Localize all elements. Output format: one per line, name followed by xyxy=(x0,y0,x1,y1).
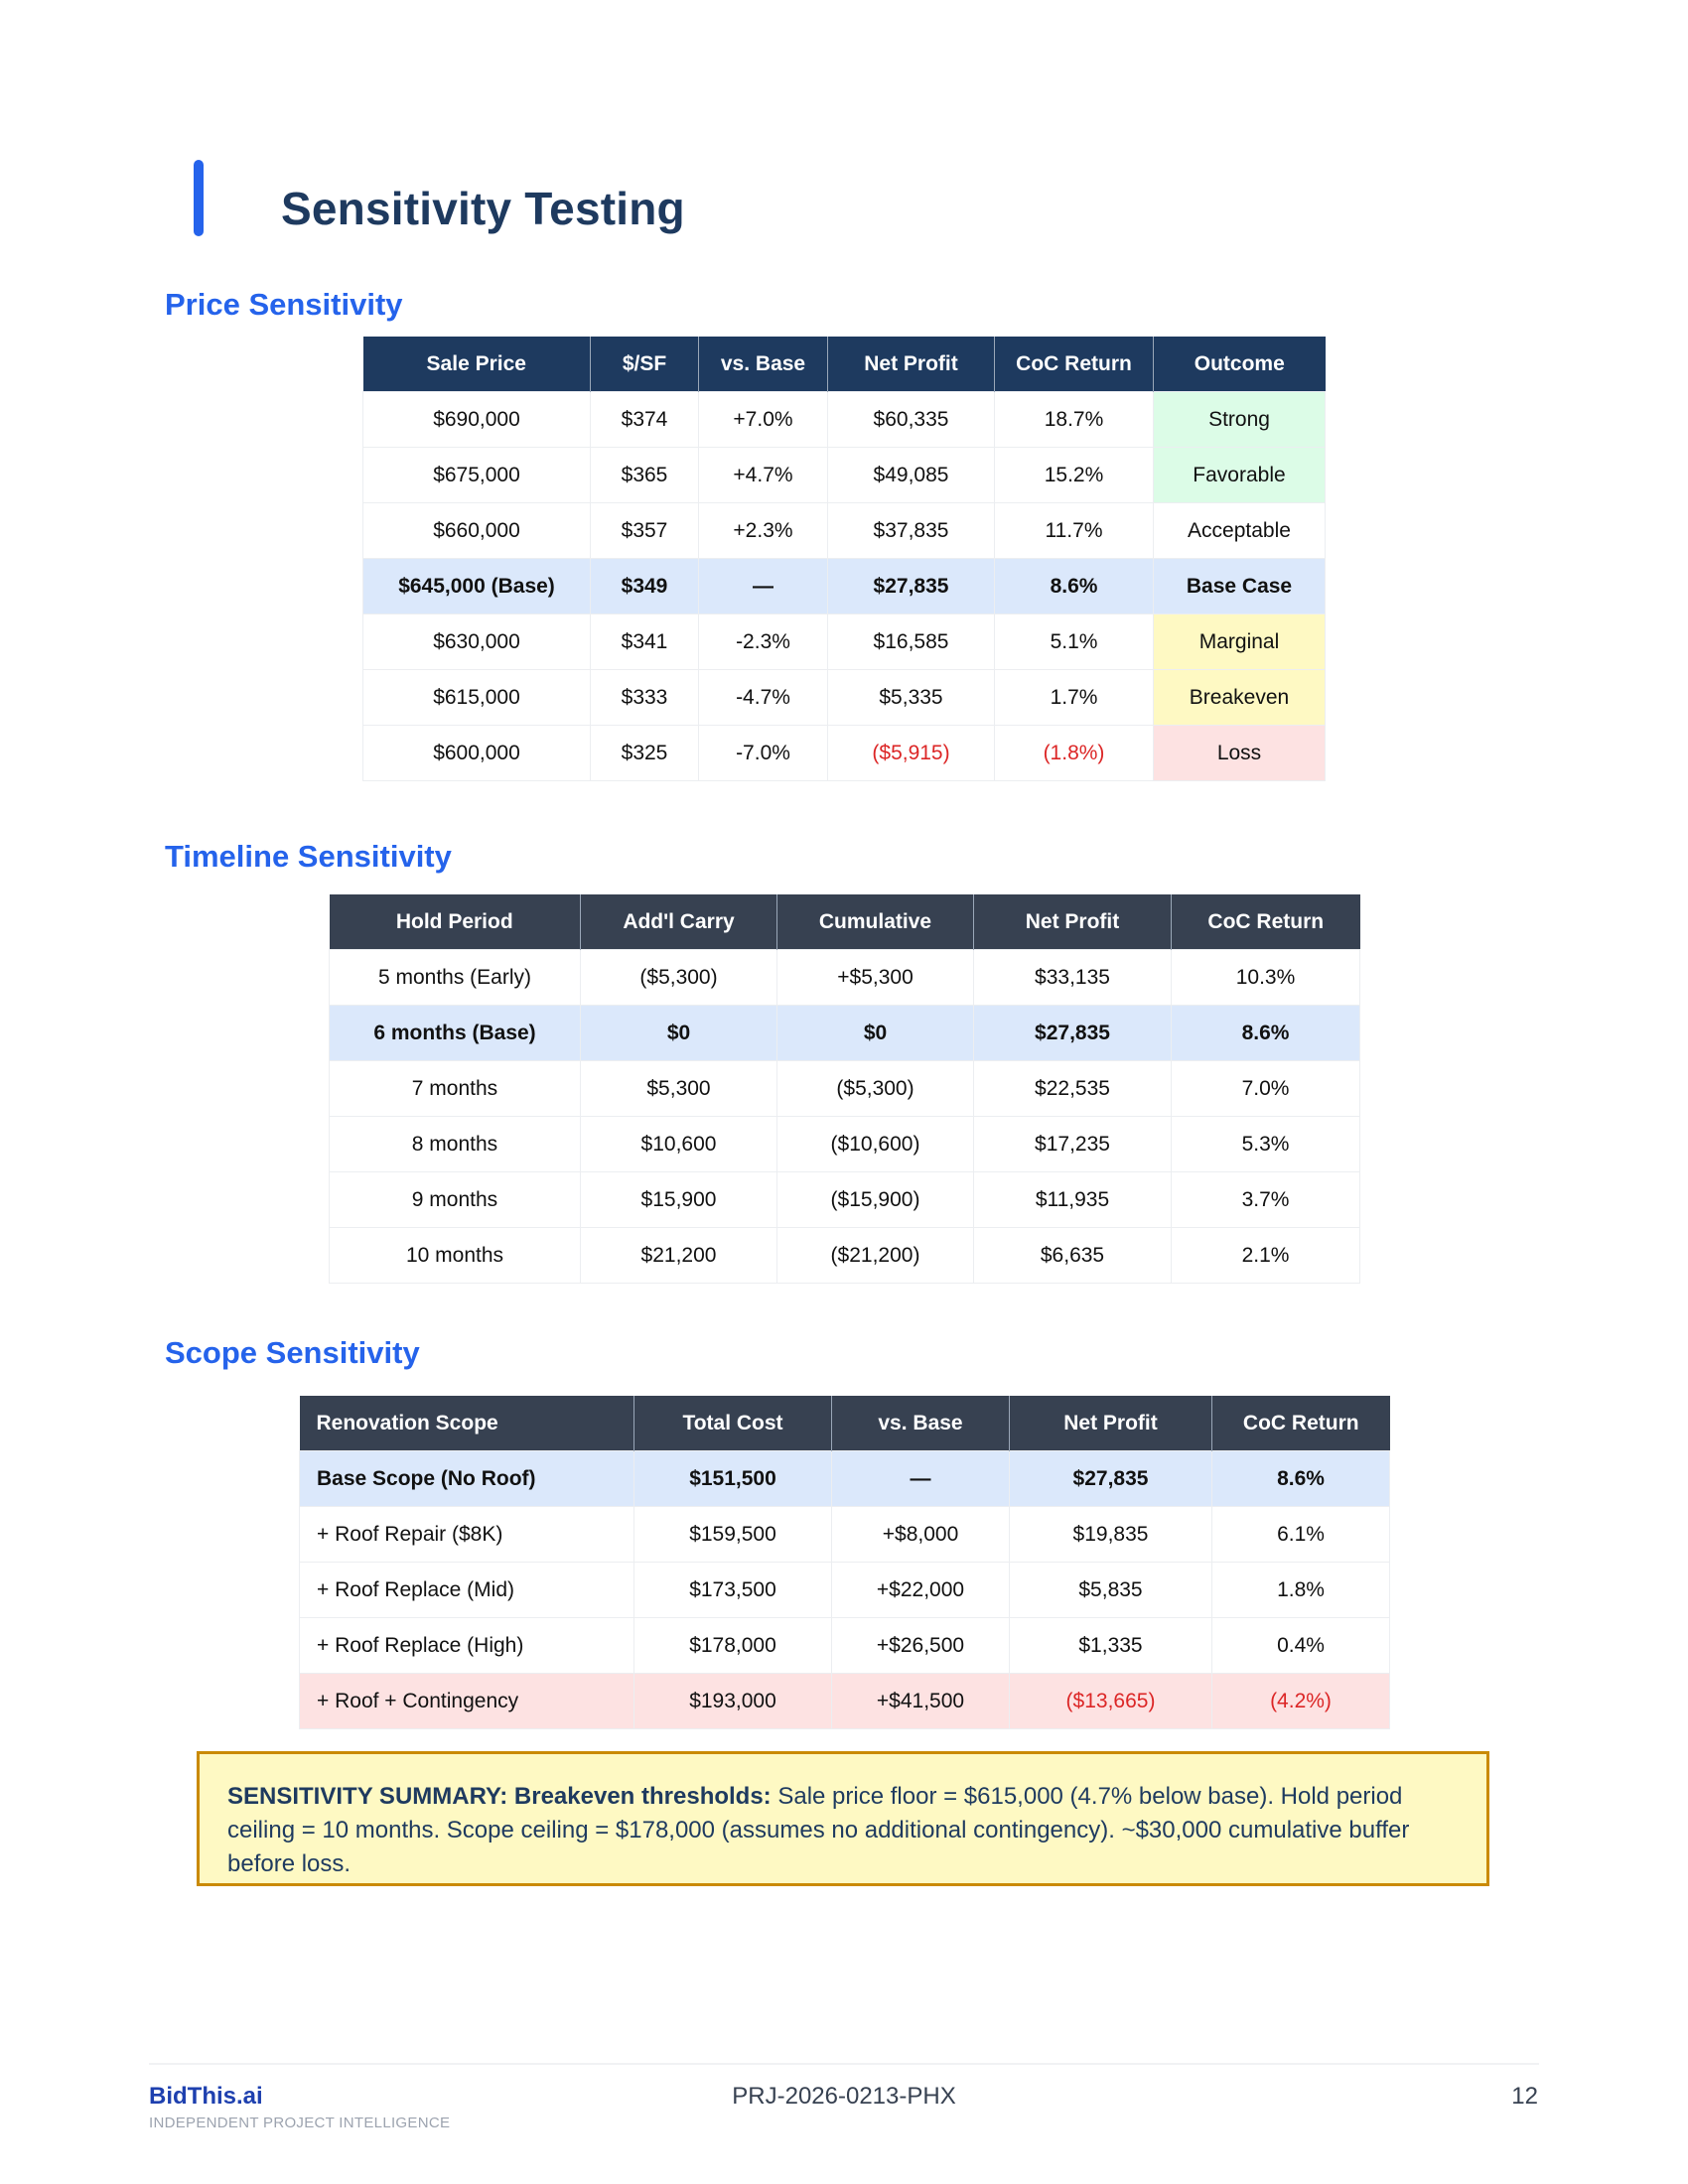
table-row xyxy=(363,670,1326,726)
hold-period-cell: 10 months xyxy=(330,1228,581,1284)
column-header: Total Cost xyxy=(634,1396,832,1451)
column-header: vs. Base xyxy=(832,1396,1010,1451)
footer-tagline: INDEPENDENT PROJECT INTELLIGENCE xyxy=(149,2115,451,2131)
cumulative-cell: $0 xyxy=(777,1006,974,1061)
additional-carry-cell: $10,600 xyxy=(581,1117,777,1172)
additional-carry-cell: $21,200 xyxy=(581,1228,777,1284)
table-row xyxy=(363,448,1326,503)
net-profit-cell: $27,835 xyxy=(1010,1451,1212,1507)
outcome-badge: Favorable xyxy=(1154,448,1326,503)
coc-return-cell: 5.3% xyxy=(1172,1117,1360,1172)
vs-base-cell: +$8,000 xyxy=(832,1507,1010,1563)
additional-carry-cell: $5,300 xyxy=(581,1061,777,1117)
column-header: Net Profit xyxy=(974,894,1172,950)
vs-base-cell: -2.3% xyxy=(699,614,828,670)
table-header-row xyxy=(363,337,1326,392)
vs-base-cell: — xyxy=(832,1451,1010,1507)
total-cost-cell: $193,000 xyxy=(634,1674,832,1729)
table-row xyxy=(300,1507,1390,1563)
loss-row xyxy=(300,1674,1390,1729)
coc-return-cell: 0.4% xyxy=(1212,1618,1390,1674)
coc-return-cell: 8.6% xyxy=(1212,1451,1390,1507)
renovation-scope-cell: + Roof Replace (High) xyxy=(300,1618,634,1674)
summary-label: SENSITIVITY SUMMARY: Breakeven thresholds: xyxy=(227,1783,772,1810)
table-header-row xyxy=(300,1396,1390,1451)
hold-period-cell: 6 months (Base) xyxy=(330,1006,581,1061)
vs-base-cell: +$41,500 xyxy=(832,1674,1010,1729)
net-profit-cell: $17,235 xyxy=(974,1117,1172,1172)
coc-return-cell: (4.2%) xyxy=(1212,1674,1390,1729)
table-row xyxy=(330,950,1360,1006)
column-header: $/SF xyxy=(591,337,699,392)
vs-base-cell: +$26,500 xyxy=(832,1618,1010,1674)
table-row xyxy=(330,1228,1360,1284)
additional-carry-cell: $0 xyxy=(581,1006,777,1061)
coc-return-cell: 11.7% xyxy=(995,503,1154,559)
base-case-row xyxy=(330,1006,1360,1061)
coc-return-cell: 5.1% xyxy=(995,614,1154,670)
sale-price-cell: $615,000 xyxy=(363,670,591,726)
net-profit-cell: ($5,915) xyxy=(828,726,995,781)
total-cost-cell: $178,000 xyxy=(634,1618,832,1674)
coc-return-cell: 7.0% xyxy=(1172,1061,1360,1117)
price-sensitivity-title: Price Sensitivity xyxy=(165,287,403,322)
page-title: Sensitivity Testing xyxy=(281,183,685,234)
sale-price-cell: $630,000 xyxy=(363,614,591,670)
price-per-sf-cell: $349 xyxy=(591,559,699,614)
outcome-badge: Marginal xyxy=(1154,614,1326,670)
coc-return-cell: 6.1% xyxy=(1212,1507,1390,1563)
column-header: Cumulative xyxy=(777,894,974,950)
outcome-badge: Strong xyxy=(1154,392,1326,448)
section-accent-bar xyxy=(194,160,204,236)
column-header: CoC Return xyxy=(1212,1396,1390,1451)
hold-period-cell: 8 months xyxy=(330,1117,581,1172)
net-profit-cell: $5,335 xyxy=(828,670,995,726)
renovation-scope-cell: Base Scope (No Roof) xyxy=(300,1451,634,1507)
price-per-sf-cell: $333 xyxy=(591,670,699,726)
sale-price-cell: $675,000 xyxy=(363,448,591,503)
sale-price-cell: $600,000 xyxy=(363,726,591,781)
net-profit-cell: $11,935 xyxy=(974,1172,1172,1228)
net-profit-cell: $27,835 xyxy=(828,559,995,614)
sensitivity-summary-callout xyxy=(197,1751,1489,1886)
net-profit-cell: $22,535 xyxy=(974,1061,1172,1117)
timeline-sensitivity-title: Timeline Sensitivity xyxy=(165,839,452,874)
hold-period-cell: 9 months xyxy=(330,1172,581,1228)
coc-return-cell: 2.1% xyxy=(1172,1228,1360,1284)
scope-sensitivity-table xyxy=(299,1396,1390,1729)
renovation-scope-cell: + Roof Replace (Mid) xyxy=(300,1563,634,1618)
net-profit-cell: $6,635 xyxy=(974,1228,1172,1284)
sale-price-cell: $660,000 xyxy=(363,503,591,559)
net-profit-cell: $5,835 xyxy=(1010,1563,1212,1618)
table-row xyxy=(363,392,1326,448)
table-row xyxy=(363,503,1326,559)
column-header: Net Profit xyxy=(1010,1396,1212,1451)
table-row xyxy=(363,726,1326,781)
price-per-sf-cell: $365 xyxy=(591,448,699,503)
coc-return-cell: 3.7% xyxy=(1172,1172,1360,1228)
column-header: CoC Return xyxy=(1172,894,1360,950)
page-number: 12 xyxy=(1511,2083,1538,2110)
renovation-scope-cell: + Roof Repair ($8K) xyxy=(300,1507,634,1563)
net-profit-cell: $1,335 xyxy=(1010,1618,1212,1674)
net-profit-cell: $27,835 xyxy=(974,1006,1172,1061)
additional-carry-cell: ($5,300) xyxy=(581,950,777,1006)
column-header: CoC Return xyxy=(995,337,1154,392)
net-profit-cell: ($13,665) xyxy=(1010,1674,1212,1729)
table-header-row xyxy=(330,894,1360,950)
cumulative-cell: ($21,200) xyxy=(777,1228,974,1284)
summary-text: Sale price floor = $615,000 (4.7% below base). Hold period ceiling = 10 months. Scope ceiling = $178,000 (assumes no additional contingency). ~$30,000 cumulative buffer before loss. xyxy=(227,1783,1410,1877)
cumulative-cell: +$5,300 xyxy=(777,950,974,1006)
additional-carry-cell: $15,900 xyxy=(581,1172,777,1228)
cumulative-cell: ($10,600) xyxy=(777,1117,974,1172)
footer-divider xyxy=(149,2063,1539,2065)
coc-return-cell: 15.2% xyxy=(995,448,1154,503)
table-row xyxy=(330,1172,1360,1228)
vs-base-cell: -4.7% xyxy=(699,670,828,726)
hold-period-cell: 7 months xyxy=(330,1061,581,1117)
net-profit-cell: $49,085 xyxy=(828,448,995,503)
hold-period-cell: 5 months (Early) xyxy=(330,950,581,1006)
coc-return-cell: (1.8%) xyxy=(995,726,1154,781)
column-header: Add'l Carry xyxy=(581,894,777,950)
table-row xyxy=(330,1117,1360,1172)
column-header: Sale Price xyxy=(363,337,591,392)
base-case-row xyxy=(363,559,1326,614)
column-header: Net Profit xyxy=(828,337,995,392)
total-cost-cell: $159,500 xyxy=(634,1507,832,1563)
coc-return-cell: 18.7% xyxy=(995,392,1154,448)
table-row xyxy=(363,614,1326,670)
price-sensitivity-table xyxy=(362,337,1326,781)
sale-price-cell: $645,000 (Base) xyxy=(363,559,591,614)
coc-return-cell: 1.7% xyxy=(995,670,1154,726)
outcome-badge: Loss xyxy=(1154,726,1326,781)
price-per-sf-cell: $357 xyxy=(591,503,699,559)
coc-return-cell: 10.3% xyxy=(1172,950,1360,1006)
coc-return-cell: 8.6% xyxy=(1172,1006,1360,1061)
table-row xyxy=(300,1563,1390,1618)
coc-return-cell: 1.8% xyxy=(1212,1563,1390,1618)
table-row xyxy=(330,1061,1360,1117)
footer-brand-logo: BidThis.ai xyxy=(149,2083,263,2110)
table-row xyxy=(300,1618,1390,1674)
vs-base-cell: — xyxy=(699,559,828,614)
column-header: Renovation Scope xyxy=(300,1396,634,1451)
price-per-sf-cell: $374 xyxy=(591,392,699,448)
vs-base-cell: +7.0% xyxy=(699,392,828,448)
column-header: Outcome xyxy=(1154,337,1326,392)
cumulative-cell: ($5,300) xyxy=(777,1061,974,1117)
vs-base-cell: +$22,000 xyxy=(832,1563,1010,1618)
sale-price-cell: $690,000 xyxy=(363,392,591,448)
vs-base-cell: +2.3% xyxy=(699,503,828,559)
renovation-scope-cell: + Roof + Contingency xyxy=(300,1674,634,1729)
price-per-sf-cell: $341 xyxy=(591,614,699,670)
outcome-badge: Breakeven xyxy=(1154,670,1326,726)
outcome-badge: Base Case xyxy=(1154,559,1326,614)
net-profit-cell: $19,835 xyxy=(1010,1507,1212,1563)
net-profit-cell: $37,835 xyxy=(828,503,995,559)
vs-base-cell: -7.0% xyxy=(699,726,828,781)
footer-project-id: PRJ-2026-0213-PHX xyxy=(732,2083,956,2110)
net-profit-cell: $60,335 xyxy=(828,392,995,448)
vs-base-cell: +4.7% xyxy=(699,448,828,503)
cumulative-cell: ($15,900) xyxy=(777,1172,974,1228)
column-header: vs. Base xyxy=(699,337,828,392)
timeline-sensitivity-table xyxy=(329,894,1360,1284)
total-cost-cell: $173,500 xyxy=(634,1563,832,1618)
net-profit-cell: $16,585 xyxy=(828,614,995,670)
column-header: Hold Period xyxy=(330,894,581,950)
coc-return-cell: 8.6% xyxy=(995,559,1154,614)
scope-sensitivity-title: Scope Sensitivity xyxy=(165,1335,420,1370)
outcome-badge: Acceptable xyxy=(1154,503,1326,559)
price-per-sf-cell: $325 xyxy=(591,726,699,781)
total-cost-cell: $151,500 xyxy=(634,1451,832,1507)
base-case-row xyxy=(300,1451,1390,1507)
net-profit-cell: $33,135 xyxy=(974,950,1172,1006)
